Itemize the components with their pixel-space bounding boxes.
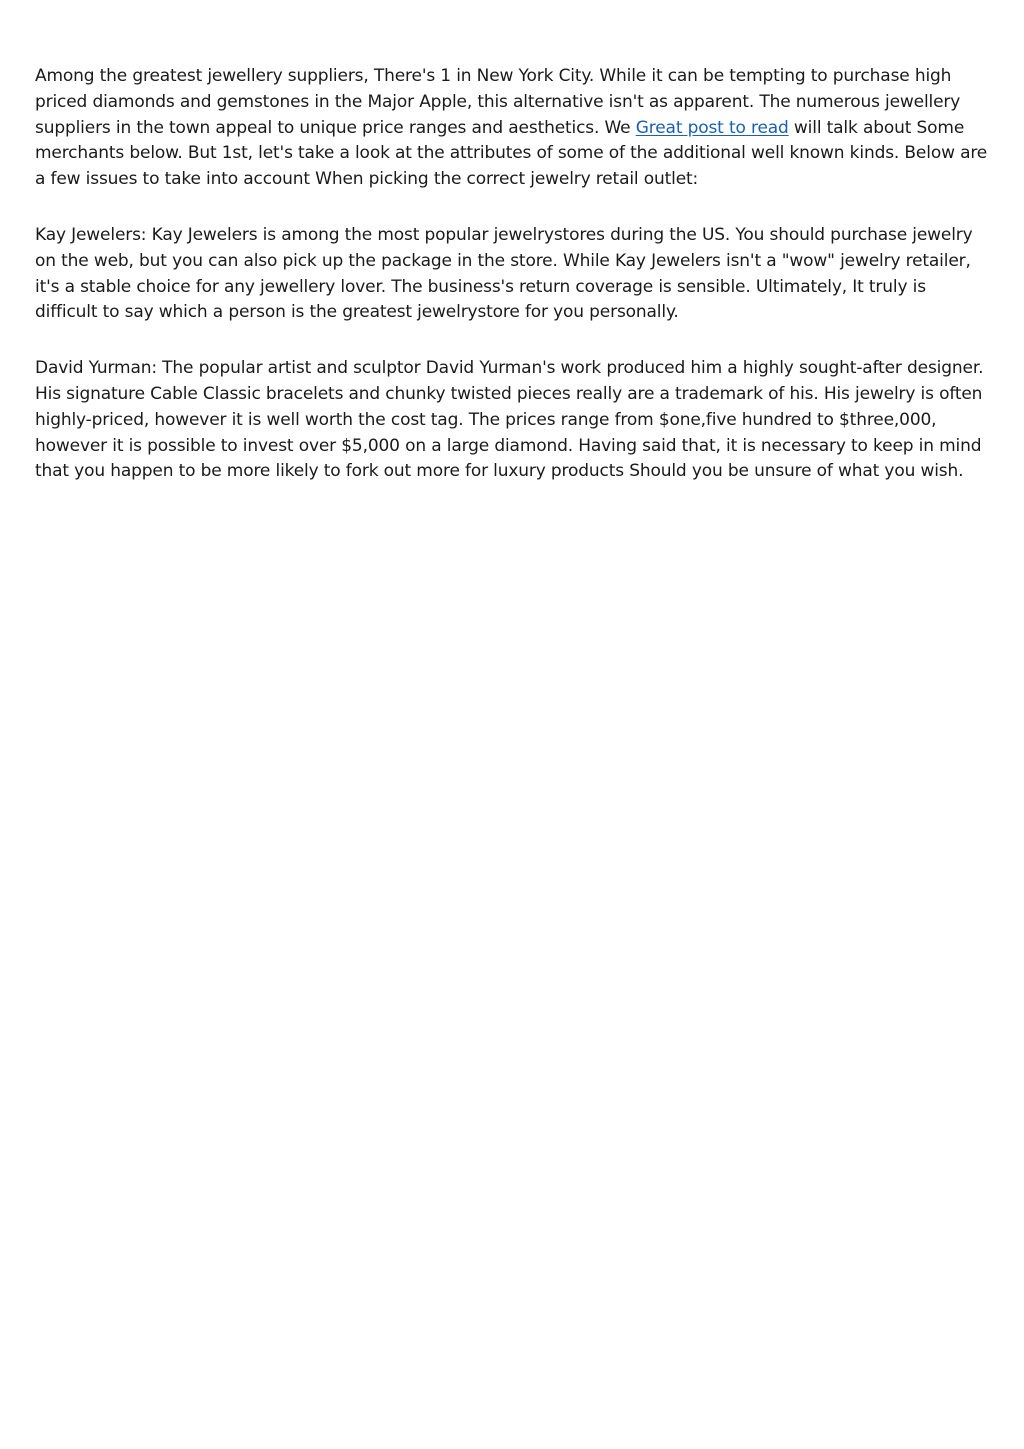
paragraph-kay-jewelers: Kay Jewelers: Kay Jewelers is among the most popular jewelrystores during the US. You should purchase jewelry on the web, but you can also pick up the package in the store. While Kay Jewelers isn't a "wow" jewelry retailer, it's a stable choice for any jewellery lover. The business's return coverage is sensible. Ultimately, It truly is difficult to say which a person is the greatest jewelrystore for you personally. <box>35 224 973 323</box>
paragraph-intro-text-start: Among the greatest jewellery suppliers, There's 1 in New York City. While it can be tempting to purchase high priced diamonds and gemstones in the Major Apple, this alternative isn't as apparent. The numerous jewellery suppliers in the town appeal to unique price ranges and aesthetics. We <box>35 66 961 138</box>
paragraph-david-yurman: David Yurman: The popular artist and sculptor David Yurman's work produced him a highly sought-after designer. His signature Cable Classic bracelets and chunky twisted pieces really are a trademark of his. His jewelry is often highly-priced, however it is well worth the cost tag. The prices range from $one,five hundred to $three,000, however it is possible to invest over $5,000 on a large diamond. Having said that, it is necessary to keep in mind that you happen to be more likely to fork out more for luxury products Should you be unsure of what you wish. <box>35 358 984 482</box>
document-body <box>35 64 993 515</box>
paragraph-intro-text-end: will talk about Some merchants below. But 1st, let's take a look at the attributes of some of the additional well known kinds. Below are a few issues to take into account When picking the correct jewelry retail outlet: <box>35 117 988 190</box>
paragraph-intro <box>35 64 993 193</box>
great-post-link[interactable]: Great post to read <box>635 117 789 138</box>
